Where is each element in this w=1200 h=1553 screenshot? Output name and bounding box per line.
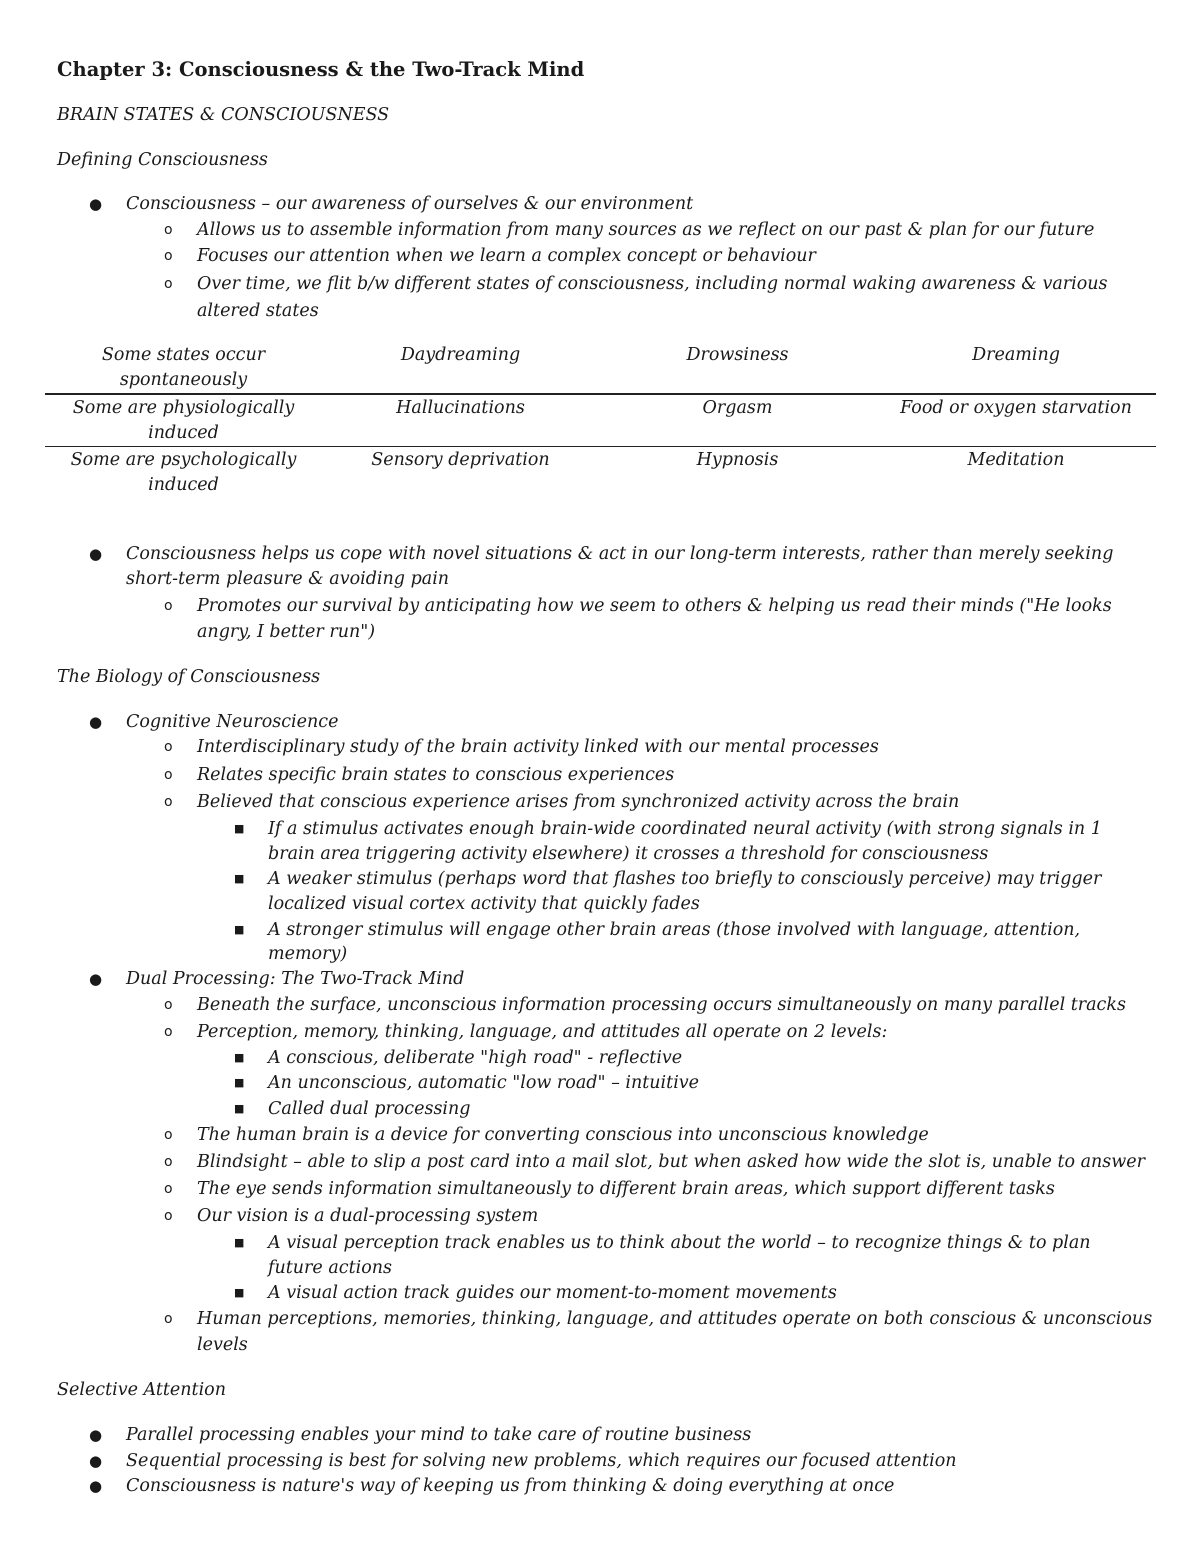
list-item: Sequential processing is best for solving new problems, which requires our focused attention (126, 1451, 957, 1471)
table-cell: Some are psychologically induced (70, 450, 297, 495)
list-item: Relates specific brain states to conscious experiences (197, 765, 675, 785)
list-item: Perception, memory, thinking, language, and attitudes all operate on 2 levels: (197, 1022, 888, 1042)
list-item-continuation: future actions (268, 1258, 392, 1278)
page-title: Chapter 3: Consciousness & the Two-Track Mind (57, 58, 585, 81)
table-cell: Food or oxygen starvation (876, 394, 1156, 447)
list-item: Over time, we flit b/w different states of consciousness, including normal waking awareness & various (197, 274, 1108, 294)
list-item: Interdisciplinary study of the brain activity linked with our mental processes (197, 737, 879, 757)
bullet-marker: ■ (234, 1076, 245, 1089)
bullet-marker: ● (89, 545, 103, 563)
list-item-continuation: short-term pleasure & avoiding pain (126, 569, 450, 589)
list-item: The human brain is a device for converting conscious into unconscious knowledge (197, 1125, 929, 1145)
bullet-marker: o (164, 276, 173, 292)
bullet-marker: ■ (234, 923, 245, 936)
list-item: Our vision is a dual-processing system (197, 1206, 539, 1226)
states-table (45, 342, 1156, 498)
table-row (45, 342, 1156, 394)
list-item-continuation: memory) (268, 944, 348, 964)
bullet-marker: o (164, 1208, 173, 1224)
list-item: Parallel processing enables your mind to take care of routine business (126, 1425, 752, 1445)
bullet-marker: o (164, 794, 173, 810)
list-item-continuation: brain area triggering activity elsewhere) it crosses a threshold for consciousness (268, 844, 989, 864)
table-cell: Sensory deprivation (371, 450, 550, 470)
list-item: Blindsight – able to slip a post card into a mail slot, but when asked how wide the slot is, unable to answer (197, 1152, 1145, 1172)
bullet-marker: ● (89, 1452, 103, 1470)
list-item: The eye sends information simultaneously to different brain areas, which support different tasks (197, 1179, 1055, 1199)
list-item: Called dual processing (268, 1099, 471, 1119)
table-row (45, 447, 1156, 499)
subsection-heading-biology: The Biology of Consciousness (57, 667, 321, 687)
bullet-marker: o (164, 222, 173, 238)
table-cell: Orgasm (599, 394, 876, 447)
list-item: Beneath the surface, unconscious information processing occurs simultaneously on many parallel tracks (197, 995, 1126, 1015)
bullet-marker: o (164, 1181, 173, 1197)
list-item-continuation: levels (197, 1335, 248, 1355)
list-item: Cognitive Neuroscience (126, 712, 339, 732)
bullet-marker: ■ (234, 1286, 245, 1299)
bullet-marker: ● (89, 195, 103, 213)
table-cell: Some are physiologically induced (45, 394, 322, 447)
bullet-marker: o (164, 1127, 173, 1143)
list-item: Human perceptions, memories, thinking, language, and attitudes operate on both conscious & unconscious (197, 1309, 1153, 1329)
bullet-marker: o (164, 1311, 173, 1327)
bullet-marker: o (164, 739, 173, 755)
list-item: Dual Processing: The Two-Track Mind (126, 969, 465, 989)
bullet-marker: ● (89, 970, 103, 988)
bullet-marker: o (164, 1154, 173, 1170)
table-cell: Some states occur spontaneously (45, 342, 322, 394)
list-item: A visual perception track enables us to think about the world – to recognize things & to plan (268, 1233, 1091, 1253)
table-cell: Dreaming (876, 342, 1156, 394)
list-item: Focuses our attention when we learn a complex concept or behaviour (197, 246, 816, 266)
bullet-marker: ● (89, 1426, 103, 1444)
list-item: Consciousness is nature's way of keeping us from thinking & doing everything at once (126, 1476, 895, 1496)
list-item: Consciousness – our awareness of ourselves & our environment (126, 194, 694, 214)
list-item: An unconscious, automatic "low road" – intuitive (268, 1073, 700, 1093)
list-item: A stronger stimulus will engage other brain areas (those involved with language, attention, (268, 920, 1081, 940)
bullet-marker: o (164, 248, 173, 264)
list-item-continuation: altered states (197, 301, 319, 321)
list-item: Allows us to assemble information from many sources as we reflect on our past & plan for our future (197, 220, 1095, 240)
table-cell: Daydreaming (322, 342, 599, 394)
list-item-continuation: angry, I better run") (197, 622, 376, 642)
subsection-heading-defining: Defining Consciousness (57, 150, 268, 170)
section-heading: BRAIN STATES & CONSCIOUSNESS (57, 105, 390, 125)
list-item-continuation: localized visual cortex activity that quickly fades (268, 894, 700, 914)
table-cell: Drowsiness (599, 342, 876, 394)
list-item: A weaker stimulus (perhaps word that flashes too briefly to consciously perceive) may trigger (268, 869, 1102, 889)
list-item: A visual action track guides our moment-to-moment movements (268, 1283, 837, 1303)
bullet-marker: ● (89, 1477, 103, 1495)
list-item: Believed that conscious experience arises from synchronized activity across the brain (197, 792, 960, 812)
bullet-marker: ■ (234, 872, 245, 885)
table-cell: Hypnosis (696, 450, 779, 470)
subsection-heading-selective: Selective Attention (57, 1380, 226, 1400)
table-cell: Meditation (967, 450, 1065, 470)
table-cell: Hallucinations (322, 394, 599, 447)
bullet-marker: ■ (234, 1051, 245, 1064)
list-item: Promotes our survival by anticipating how we seem to others & helping us read their minds ("He looks (197, 596, 1112, 616)
bullet-marker: o (164, 1024, 173, 1040)
table-row (45, 394, 1156, 447)
bullet-marker: ■ (234, 1102, 245, 1115)
list-item: A conscious, deliberate "high road" - reflective (268, 1048, 683, 1068)
bullet-marker: o (164, 598, 173, 614)
bullet-marker: ■ (234, 822, 245, 835)
bullet-marker: ● (89, 713, 103, 731)
list-item: Consciousness helps us cope with novel situations & act in our long-term interests, rather than merely seeking (126, 544, 1114, 564)
list-item: If a stimulus activates enough brain-wide coordinated neural activity (with strong signals in 1 (268, 819, 1102, 839)
bullet-marker: o (164, 767, 173, 783)
bullet-marker: ■ (234, 1236, 245, 1249)
bullet-marker: o (164, 997, 173, 1013)
